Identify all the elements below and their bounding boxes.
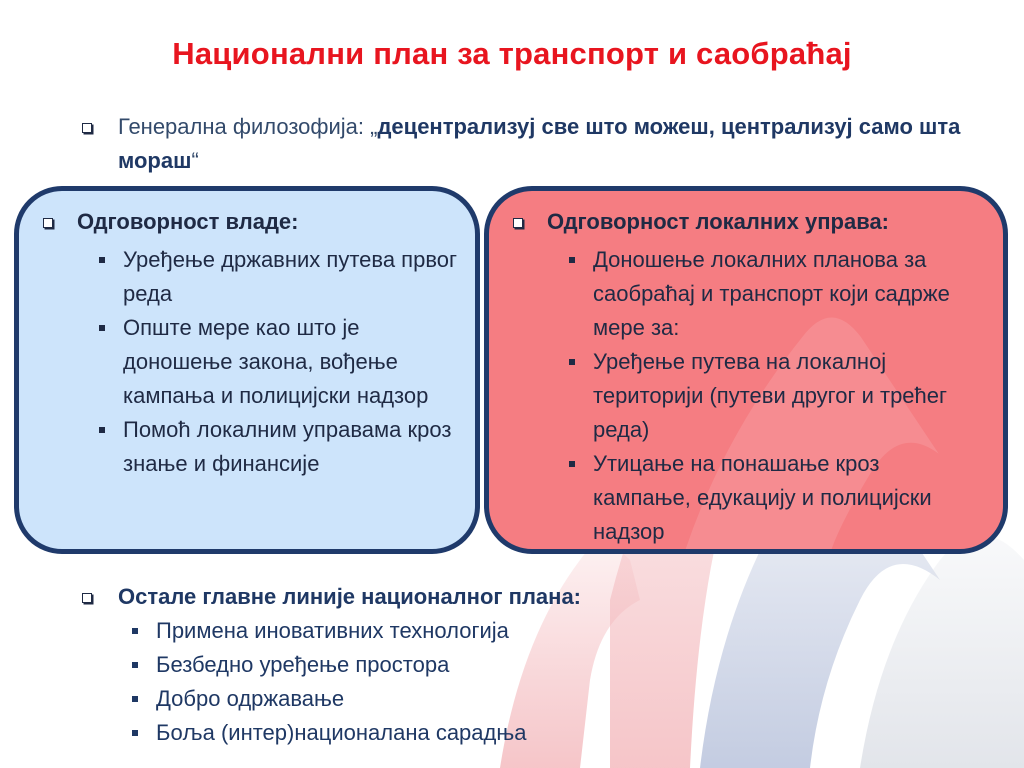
other-lines-list — [82, 614, 982, 750]
government-heading-text: Одговорност владе: — [77, 209, 299, 234]
government-responsibility-box — [14, 186, 480, 554]
list-item: Опште мере као што је доношење закона, вођење кампања и полицијски надзор — [99, 311, 459, 413]
philosophy-suffix: “ — [191, 148, 199, 173]
other-lines-section — [82, 580, 982, 750]
list-item: Утицање на понашање кроз кампање, едукацију и полицијски надзор — [569, 447, 979, 549]
local-responsibility-box — [484, 186, 1008, 554]
local-heading-text: Одговорност локалних управа: — [547, 209, 890, 234]
list-item: Добро одржавање — [132, 682, 982, 716]
philosophy-prefix: Генерална филозофија: „ — [118, 114, 378, 139]
government-items-list — [99, 243, 459, 481]
list-item: Примена иновативних технологија — [132, 614, 982, 648]
slide-title: Национални план за транспорт и саобраћај — [172, 36, 852, 71]
other-lines-heading — [82, 580, 982, 614]
square-bullet-icon — [43, 218, 53, 228]
government-heading — [43, 209, 298, 235]
list-item: Уређење државних путева првог реда — [99, 243, 459, 311]
list-item: Доношење локалних планова за саобраћај и транспорт који садрже мере за: — [569, 243, 979, 345]
philosophy-bullet — [82, 110, 982, 178]
local-heading — [513, 209, 889, 235]
list-item: Помоћ локалним управама кроз знање и финансије — [99, 413, 459, 481]
list-item: Безбедно уређење простора — [132, 648, 982, 682]
other-lines-heading-text: Остале главне линије националног плана: — [118, 584, 582, 609]
philosophy-bold: децентрализуј све што можеш, централизуј само шта мораш — [118, 114, 961, 173]
square-bullet-icon — [513, 218, 523, 228]
list-item: Боља (интер)националана сарадња — [132, 716, 982, 750]
square-bullet-icon — [82, 593, 92, 603]
list-item: Уређење путева на локалној територији (путеви другог и трећег реда) — [569, 345, 979, 447]
local-items-list — [569, 243, 979, 549]
square-bullet-icon — [82, 123, 92, 133]
